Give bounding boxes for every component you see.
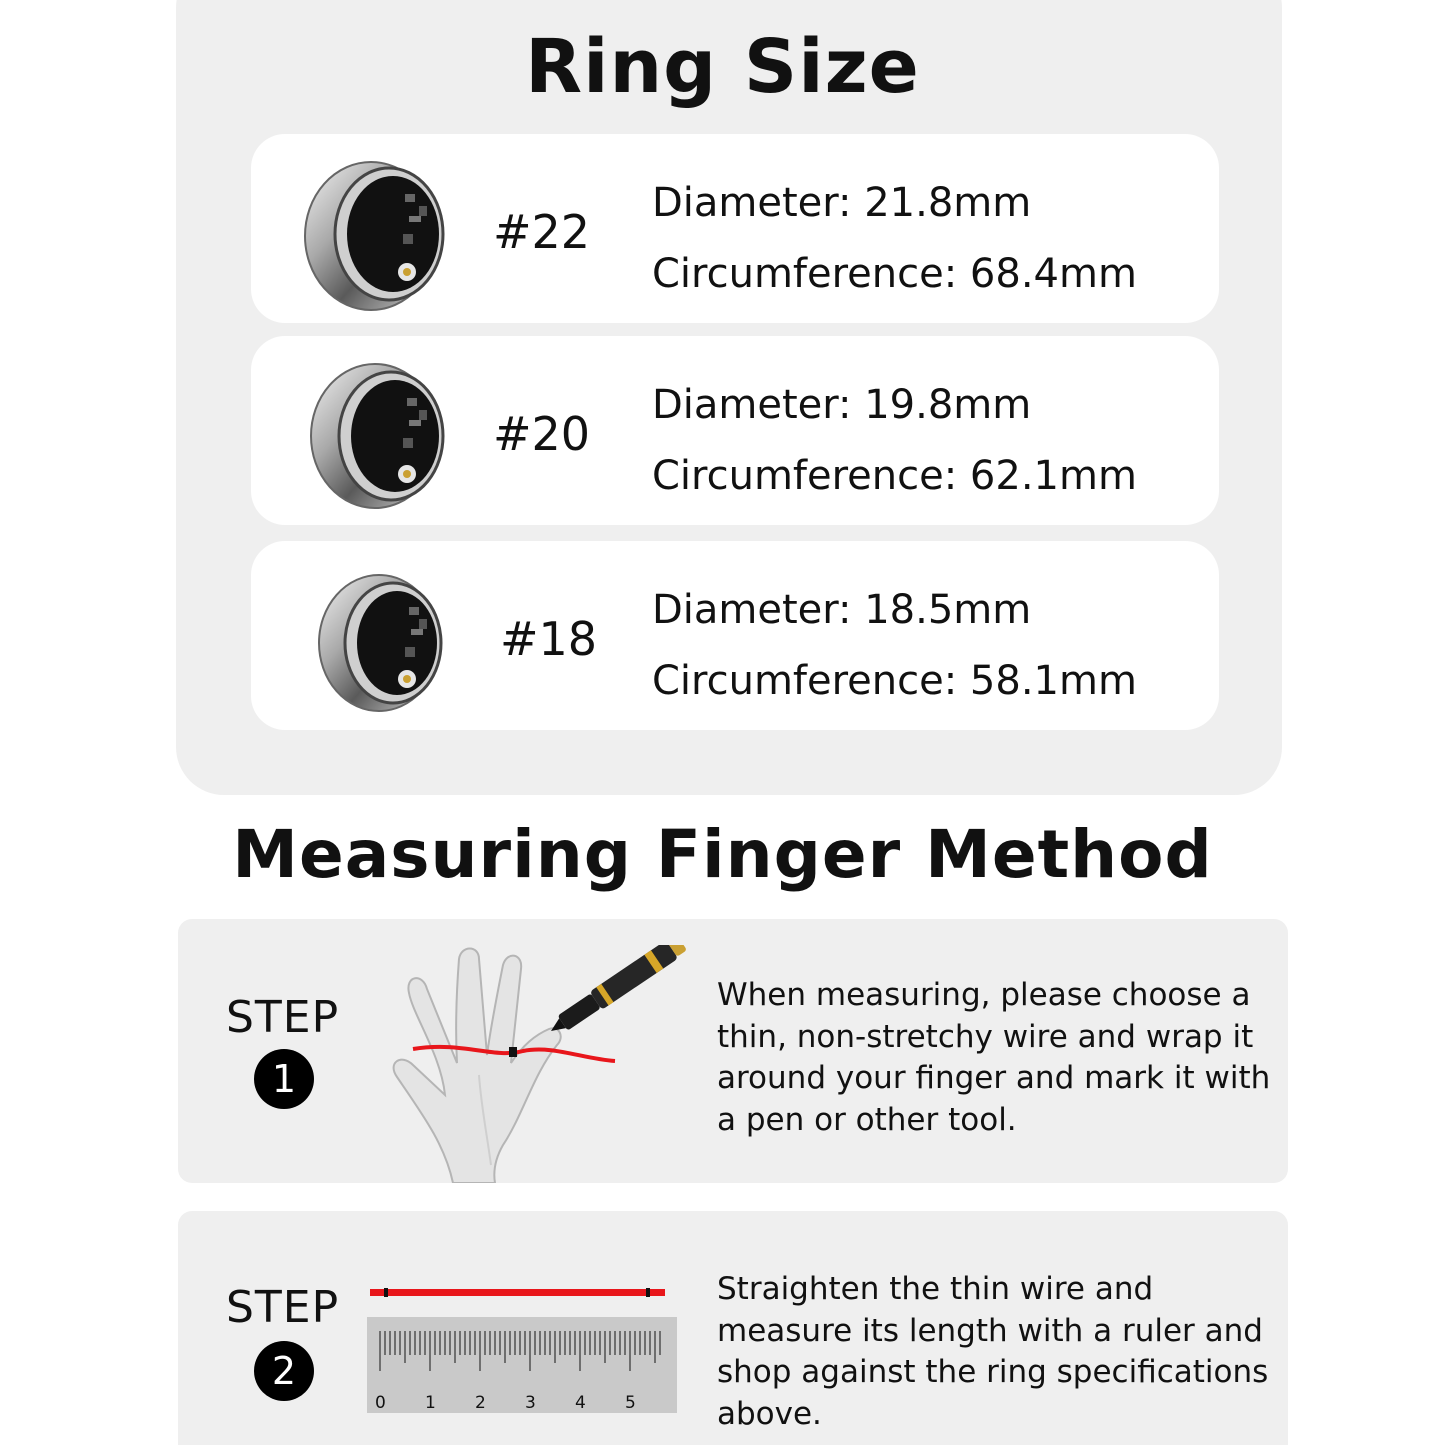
circumference-text: Circumference: 68.4mm xyxy=(652,251,1137,297)
circumference-text: Circumference: 58.1mm xyxy=(652,658,1137,704)
size-card-18 xyxy=(251,541,1219,730)
ring-size-title: Ring Size xyxy=(525,24,920,110)
hand-illustration xyxy=(383,945,693,1183)
circumference-text: Circumference: 62.1mm xyxy=(652,453,1137,499)
size-label: #22 xyxy=(493,205,591,259)
ruler-label: 1 xyxy=(425,1393,436,1413)
diameter-text: Diameter: 19.8mm xyxy=(652,382,1032,428)
step-number-badge: 1 xyxy=(254,1049,314,1109)
size-label: #18 xyxy=(500,612,598,666)
smart-ring-icon xyxy=(299,154,459,314)
straightened-wire xyxy=(370,1285,665,1301)
smart-ring-icon xyxy=(299,561,459,721)
smart-ring-icon xyxy=(299,356,459,516)
ruler-label: 3 xyxy=(525,1393,536,1413)
diameter-text: Diameter: 18.5mm xyxy=(652,587,1032,633)
step-word: STEP xyxy=(226,1282,340,1333)
method-title: Measuring Finger Method xyxy=(232,816,1213,893)
step-number-badge: 2 xyxy=(254,1341,314,1401)
size-label: #20 xyxy=(493,407,591,461)
ruler-label: 5 xyxy=(625,1393,636,1413)
step-2-panel xyxy=(178,1211,1288,1445)
step-1-panel xyxy=(178,919,1288,1183)
ruler-label: 0 xyxy=(375,1393,386,1413)
diameter-text: Diameter: 21.8mm xyxy=(652,180,1032,226)
ruler-labels xyxy=(367,1393,677,1417)
size-card-20 xyxy=(251,336,1219,525)
step-word: STEP xyxy=(226,992,340,1043)
step-description: When measuring, please choose a thin, non-stretchy wire and wrap it around your finger and mark it with a pen or other tool. xyxy=(717,977,1271,1138)
step-description: Straighten the thin wire and measure its length with a ruler and shop against the ring specifications above. xyxy=(717,1271,1269,1432)
size-card-22 xyxy=(251,134,1219,323)
marker-pen-icon xyxy=(545,945,688,1040)
ruler-label: 2 xyxy=(475,1393,486,1413)
ruler-label: 4 xyxy=(575,1393,586,1413)
